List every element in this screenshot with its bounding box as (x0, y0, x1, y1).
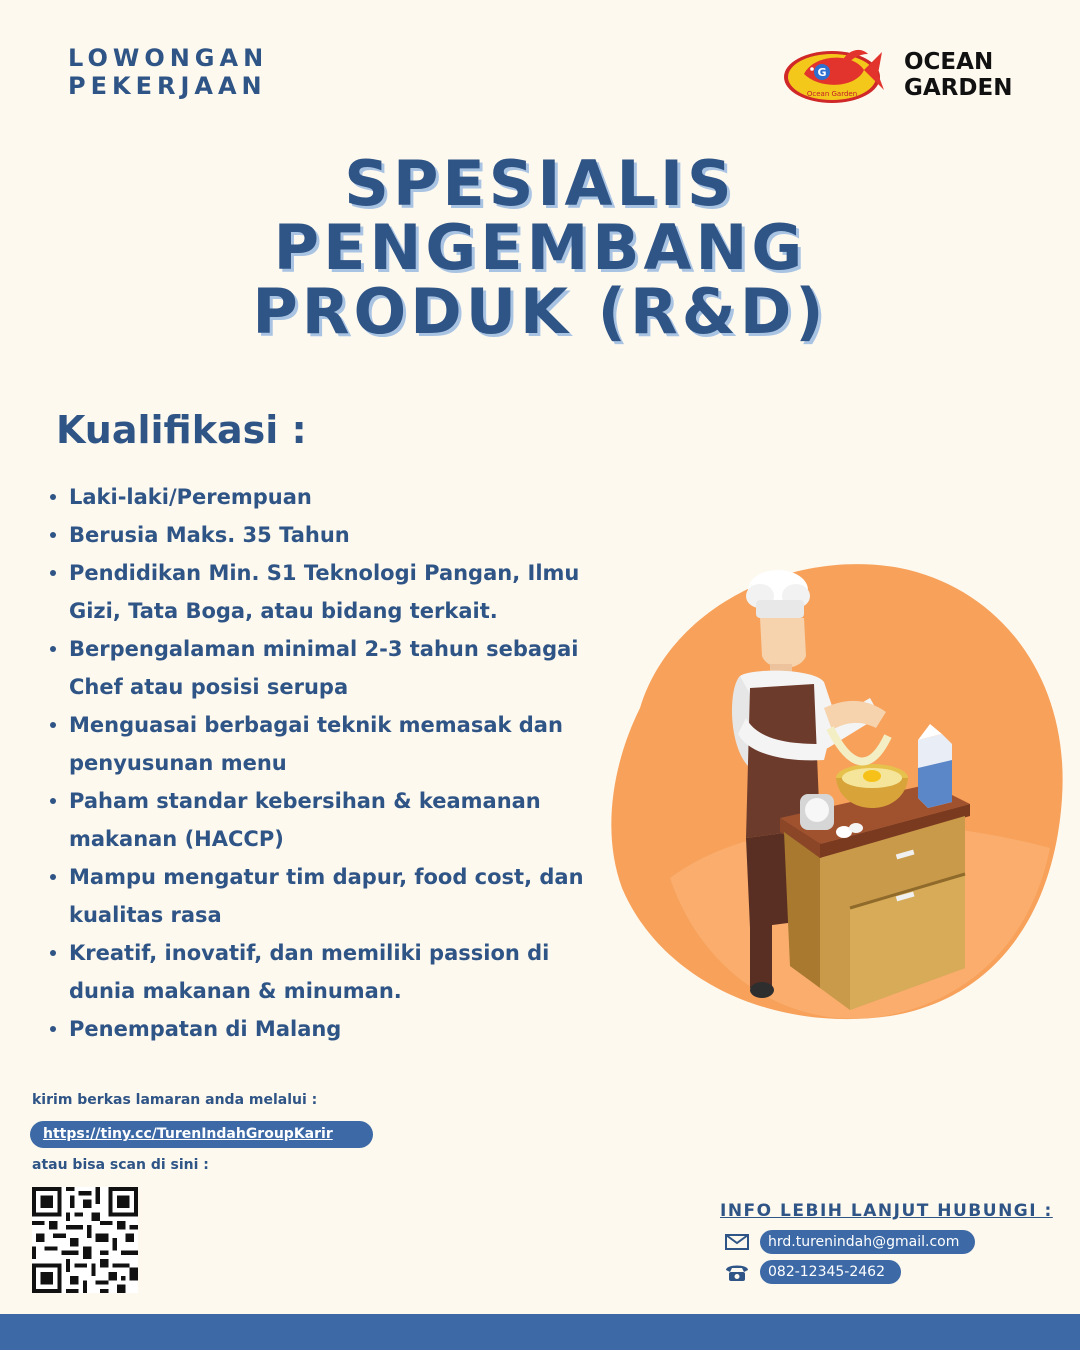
fish-logo-icon (782, 44, 890, 106)
logo-text: Ocean Garden (806, 90, 858, 98)
footer-bar (0, 1314, 1080, 1350)
page-title (0, 147, 1080, 348)
job-vacancy-line2: PEKERJAAN (68, 72, 267, 100)
qualification-item: Penempatan di Malang (46, 1010, 616, 1048)
qualification-item: Paham standar kebersihan & keamanan makanan (HACCP) (46, 782, 616, 858)
qr-code[interactable] (32, 1187, 138, 1293)
qualification-item: Mampu mengatur tim dapur, food cost, dan kualitas rasa (46, 858, 616, 934)
svg-text:G: G (817, 66, 827, 79)
scan-text: atau bisa scan di sini : (32, 1157, 209, 1173)
contact-phone-row (724, 1260, 901, 1284)
title-line1: SPESIALIS (344, 147, 736, 220)
telephone-icon (724, 1262, 750, 1282)
qualification-item: Kreatif, inovatif, dan memiliki passion di dunia makanan & minuman. (46, 934, 616, 1010)
email-address[interactable]: hrd.turenindah@gmail.com (760, 1230, 975, 1254)
chef-illustration (600, 548, 1070, 1028)
brand-name (904, 49, 1012, 101)
apply-intro-text: kirim berkas lamaran anda melalui : (32, 1092, 318, 1108)
qualification-item: Berpengalaman minimal 2-3 tahun sebagai Chef atau posisi serupa (46, 630, 616, 706)
contact-email-row (724, 1230, 975, 1254)
phone-number[interactable]: 082-12345-2462 (760, 1260, 901, 1284)
qualification-item: Menguasai berbagai teknik memasak dan penyusunan menu (46, 706, 616, 782)
brand (782, 44, 1012, 106)
contact-heading: INFO LEBIH LANJUT HUBUNGI : (720, 1201, 1053, 1221)
envelope-icon (724, 1232, 750, 1252)
job-vacancy-label (68, 44, 268, 100)
brand-name-line2: GARDEN (904, 75, 1013, 101)
qualification-item: Pendidikan Min. S1 Teknologi Pangan, Ilmu Gizi, Tata Boga, atau bidang terkait. (46, 554, 616, 630)
qualifications-list (46, 478, 616, 1048)
job-vacancy-line1: LOWONGAN (68, 44, 269, 72)
title-line3: PRODUK (R&D) (252, 275, 828, 348)
title-line2: PENGEMBANG (273, 211, 807, 284)
brand-name-line1: OCEAN (904, 49, 994, 75)
application-link[interactable]: https://tiny.cc/TurenIndahGroupKarir (30, 1121, 373, 1148)
qualification-item: Berusia Maks. 35 Tahun (46, 516, 616, 554)
qualifications-heading: Kualifikasi : (56, 408, 307, 452)
qualification-item: Laki-laki/Perempuan (46, 478, 616, 516)
